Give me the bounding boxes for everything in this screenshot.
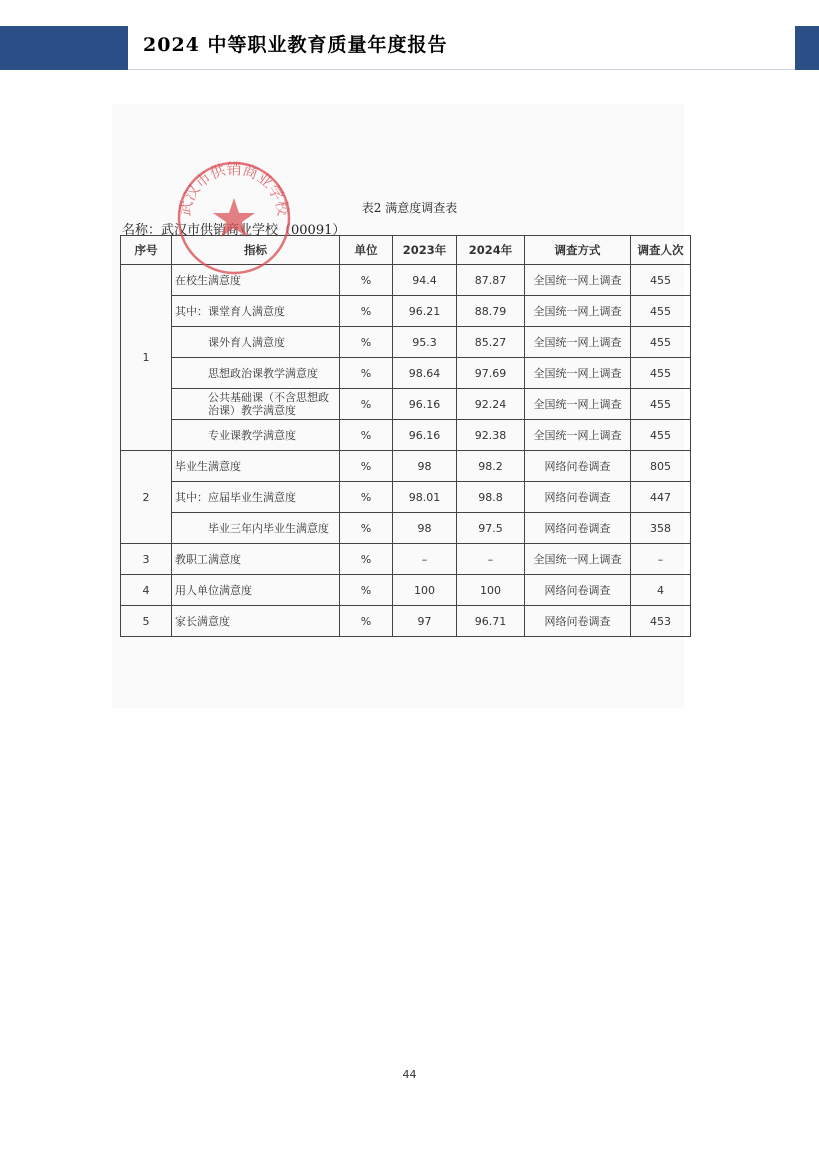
cell-2024: 96.71 [457,606,525,637]
cell-unit: % [340,606,393,637]
cell-2023: 96.16 [393,420,457,451]
school-name: 名称：武汉市供销商业学校（00091） [122,223,346,238]
cell-2024: 98.2 [457,451,525,482]
cell-indicator: 毕业三年内毕业生满意度 [172,513,340,544]
table-body [121,265,691,637]
table-row [121,513,691,544]
cell-unit: % [340,575,393,606]
cell-unit: % [340,389,393,420]
school-seal [176,160,292,276]
col-header-seq: 序号 [121,236,172,265]
cell-2023: 98.01 [393,482,457,513]
cell-2024: – [457,544,525,575]
cell-indicator: 其中：应届毕业生满意度 [172,482,340,513]
header-divider [128,69,795,70]
cell-method: 网络问卷调查 [525,575,631,606]
table-row [121,575,691,606]
cell-2023: 98 [393,451,457,482]
cell-count: 453 [631,606,691,637]
cell-indicator: 毕业生满意度 [172,451,340,482]
cell-count: 358 [631,513,691,544]
cell-method: 全国统一网上调查 [525,544,631,575]
cell-unit: % [340,544,393,575]
cell-2023: 98 [393,513,457,544]
report-title: 2024 中等职业教育质量年度报告 [143,34,448,56]
cell-method: 网络问卷调查 [525,606,631,637]
cell-indicator: 在校生满意度 [172,265,340,296]
cell-2023: 98.64 [393,358,457,389]
cell-method: 网络问卷调查 [525,451,631,482]
cell-2024: 85.27 [457,327,525,358]
cell-2023: 95.3 [393,327,457,358]
cell-2023: 94.4 [393,265,457,296]
cell-unit: % [340,482,393,513]
cell-indicator: 用人单位满意度 [172,575,340,606]
col-header-count: 调查人次 [631,236,691,265]
cell-2023: – [393,544,457,575]
cell-indicator: 教职工满意度 [172,544,340,575]
cell-2023: 97 [393,606,457,637]
cell-method: 全国统一网上调查 [525,389,631,420]
cell-count: 455 [631,265,691,296]
cell-unit: % [340,265,393,296]
cell-count: 455 [631,389,691,420]
cell-unit: % [340,358,393,389]
header-band-right [795,26,819,70]
cell-indicator: 公共基础课（不含思想政治课）教学满意度 [172,389,340,420]
cell-seq: 1 [121,265,172,451]
cell-method: 网络问卷调查 [525,513,631,544]
table-row [121,389,691,420]
col-header-2024: 2024年 [457,236,525,265]
table-title: 表2 满意度调查表 [361,201,458,215]
cell-method: 全国统一网上调查 [525,265,631,296]
cell-method: 网络问卷调查 [525,482,631,513]
cell-count: 805 [631,451,691,482]
cell-indicator: 课外育人满意度 [172,327,340,358]
seal-star-icon [213,198,255,237]
table-row [121,482,691,513]
col-header-unit: 单位 [340,236,393,265]
cell-indicator: 专业课教学满意度 [172,420,340,451]
cell-2024: 100 [457,575,525,606]
cell-2024: 88.79 [457,296,525,327]
cell-2024: 97.5 [457,513,525,544]
cell-seq: 4 [121,575,172,606]
cell-seq: 3 [121,544,172,575]
cell-unit: % [340,296,393,327]
cell-2024: 92.38 [457,420,525,451]
table-row [121,420,691,451]
cell-2023: 100 [393,575,457,606]
table-row [121,606,691,637]
page-number: 44 [402,1068,417,1081]
cell-count: 4 [631,575,691,606]
cell-2023: 96.16 [393,389,457,420]
cell-2023: 96.21 [393,296,457,327]
cell-count: 455 [631,296,691,327]
col-header-indicator: 指标 [172,236,340,265]
cell-count: – [631,544,691,575]
cell-indicator: 家长满意度 [172,606,340,637]
cell-count: 455 [631,358,691,389]
cell-2024: 87.87 [457,265,525,296]
cell-unit: % [340,451,393,482]
cell-unit: % [340,327,393,358]
cell-seq: 2 [121,451,172,544]
cell-indicator: 其中：课堂育人满意度 [172,296,340,327]
col-header-method: 调查方式 [525,236,631,265]
cell-seq: 5 [121,606,172,637]
seal-text: 武汉市供销商业学校 [176,160,292,218]
cell-indicator: 思想政治课教学满意度 [172,358,340,389]
cell-2024: 97.69 [457,358,525,389]
col-header-2023: 2023年 [393,236,457,265]
cell-2024: 92.24 [457,389,525,420]
cell-unit: % [340,420,393,451]
table-row [121,296,691,327]
header-band-left [0,26,128,70]
table-row [121,451,691,482]
cell-count: 447 [631,482,691,513]
cell-method: 全国统一网上调查 [525,358,631,389]
cell-method: 全国统一网上调查 [525,296,631,327]
cell-2024: 98.8 [457,482,525,513]
cell-count: 455 [631,327,691,358]
cell-method: 全国统一网上调查 [525,420,631,451]
cell-method: 全国统一网上调查 [525,327,631,358]
cell-count: 455 [631,420,691,451]
table-row [121,358,691,389]
satisfaction-table [120,235,691,637]
table-row [121,544,691,575]
cell-unit: % [340,513,393,544]
table-row [121,327,691,358]
